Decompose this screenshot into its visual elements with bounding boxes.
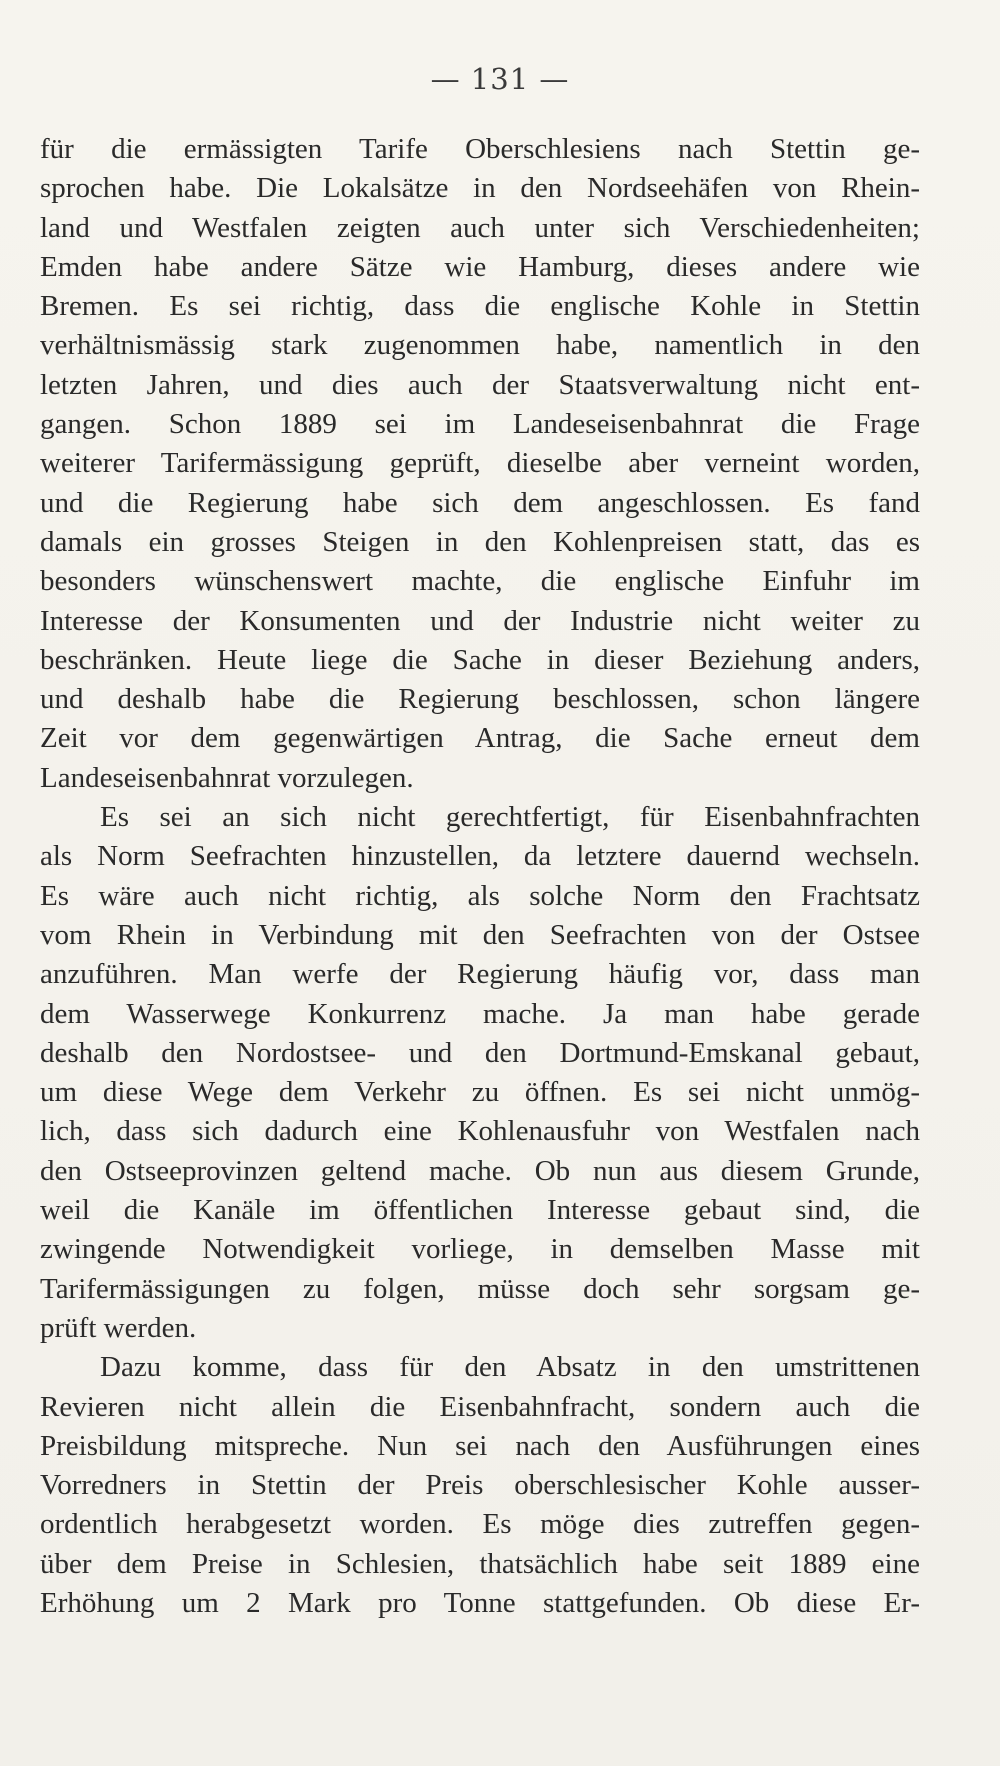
text-line: Es wäre auch nicht richtig, als solche Norm den Frachtsatz: [40, 879, 920, 912]
text-line: weil die Kanäle im öffentlichen Interesse gebaut sind, die: [40, 1194, 920, 1227]
text-line: Emden habe andere Sätze wie Hamburg, dieses andere wie: [40, 250, 920, 283]
text-line: ordentlich herabgesetzt worden. Es möge dies zutreffen gegen-: [40, 1508, 920, 1541]
text-line: über dem Preise in Schlesien, thatsächlich habe seit 1889 eine: [40, 1547, 920, 1580]
text-line: besonders wünschenswert machte, die englische Einfuhr im: [40, 565, 920, 598]
text-line: weiterer Tarifermässigung geprüft, dieselbe aber verneint worden,: [40, 447, 920, 480]
text-line: Landeseisenbahnrat vorzulegen.: [40, 761, 414, 794]
text-line: für die ermässigten Tarife Oberschlesiens nach Stettin ge-: [40, 133, 920, 165]
text-line: prüft werden.: [40, 1311, 197, 1344]
text-line: Es sei an sich nicht gerechtfertigt, für Eisenbahnfrachten: [100, 801, 920, 834]
text-line: den Ostseeprovinzen geltend mache. Ob nun aus diesem Grunde,: [40, 1154, 920, 1187]
text-line: Dazu komme, dass für den Absatz in den umstrittenen: [100, 1351, 920, 1384]
text-line: Revieren nicht allein die Eisenbahnfracht, sondern auch die: [40, 1390, 920, 1423]
text-line: verhältnismässig stark zugenommen habe, namentlich in den: [40, 329, 920, 362]
text-line: vom Rhein in Verbindung mit den Seefrachten von der Ostsee: [40, 918, 920, 951]
text-line: Preisbildung mitspreche. Nun sei nach den Ausführungen eines: [40, 1429, 920, 1462]
text-line: damals ein grosses Steigen in den Kohlenpreisen statt, das es: [40, 525, 920, 558]
text-line: Erhöhung um 2 Mark pro Tonne stattgefunden. Ob diese Er-: [40, 1586, 920, 1619]
text-line: letzten Jahren, und dies auch der Staatsverwaltung nicht ent-: [40, 368, 920, 401]
text-line: deshalb den Nordostsee- und den Dortmund-Emskanal gebaut,: [40, 1036, 920, 1069]
page-number: — 131 —: [430, 62, 570, 96]
text-line: zwingende Notwendigkeit vorliege, in demselben Masse mit: [40, 1233, 920, 1266]
text-line: um diese Wege dem Verkehr zu öffnen. Es sei nicht unmög-: [40, 1076, 920, 1109]
text-line: beschränken. Heute liege die Sache in dieser Beziehung anders,: [40, 643, 920, 676]
body-text: [40, 130, 920, 1623]
text-line: Interesse der Konsumenten und der Industrie nicht weiter zu: [40, 604, 920, 637]
text-line: gangen. Schon 1889 sei im Landeseisenbahnrat die Frage: [40, 408, 920, 441]
text-line: Zeit vor dem gegenwärtigen Antrag, die Sache erneut dem: [40, 722, 920, 755]
text-line: und deshalb habe die Regierung beschlossen, schon längere: [40, 683, 920, 716]
text-line: als Norm Seefrachten hinzustellen, da letztere dauernd wechseln.: [40, 840, 920, 873]
text-line: anzuführen. Man werfe der Regierung häufig vor, dass man: [40, 958, 920, 991]
text-line: Vorredners in Stettin der Preis oberschlesischer Kohle ausser-: [40, 1469, 920, 1502]
text-line: lich, dass sich dadurch eine Kohlenausfuhr von Westfalen nach: [40, 1115, 920, 1148]
text-line: Tarifermässigungen zu folgen, müsse doch sehr sorgsam ge-: [40, 1272, 920, 1305]
text-line: sprochen habe. Die Lokalsätze in den Nordseehäfen von Rhein-: [40, 172, 920, 205]
text-line: Bremen. Es sei richtig, dass die englische Kohle in Stettin: [40, 290, 920, 323]
text-line: und die Regierung habe sich dem angeschlossen. Es fand: [40, 486, 920, 519]
text-line: dem Wasserwege Konkurrenz mache. Ja man habe gerade: [40, 997, 920, 1030]
text-line: land und Westfalen zeigten auch unter sich Verschiedenheiten;: [40, 211, 920, 244]
